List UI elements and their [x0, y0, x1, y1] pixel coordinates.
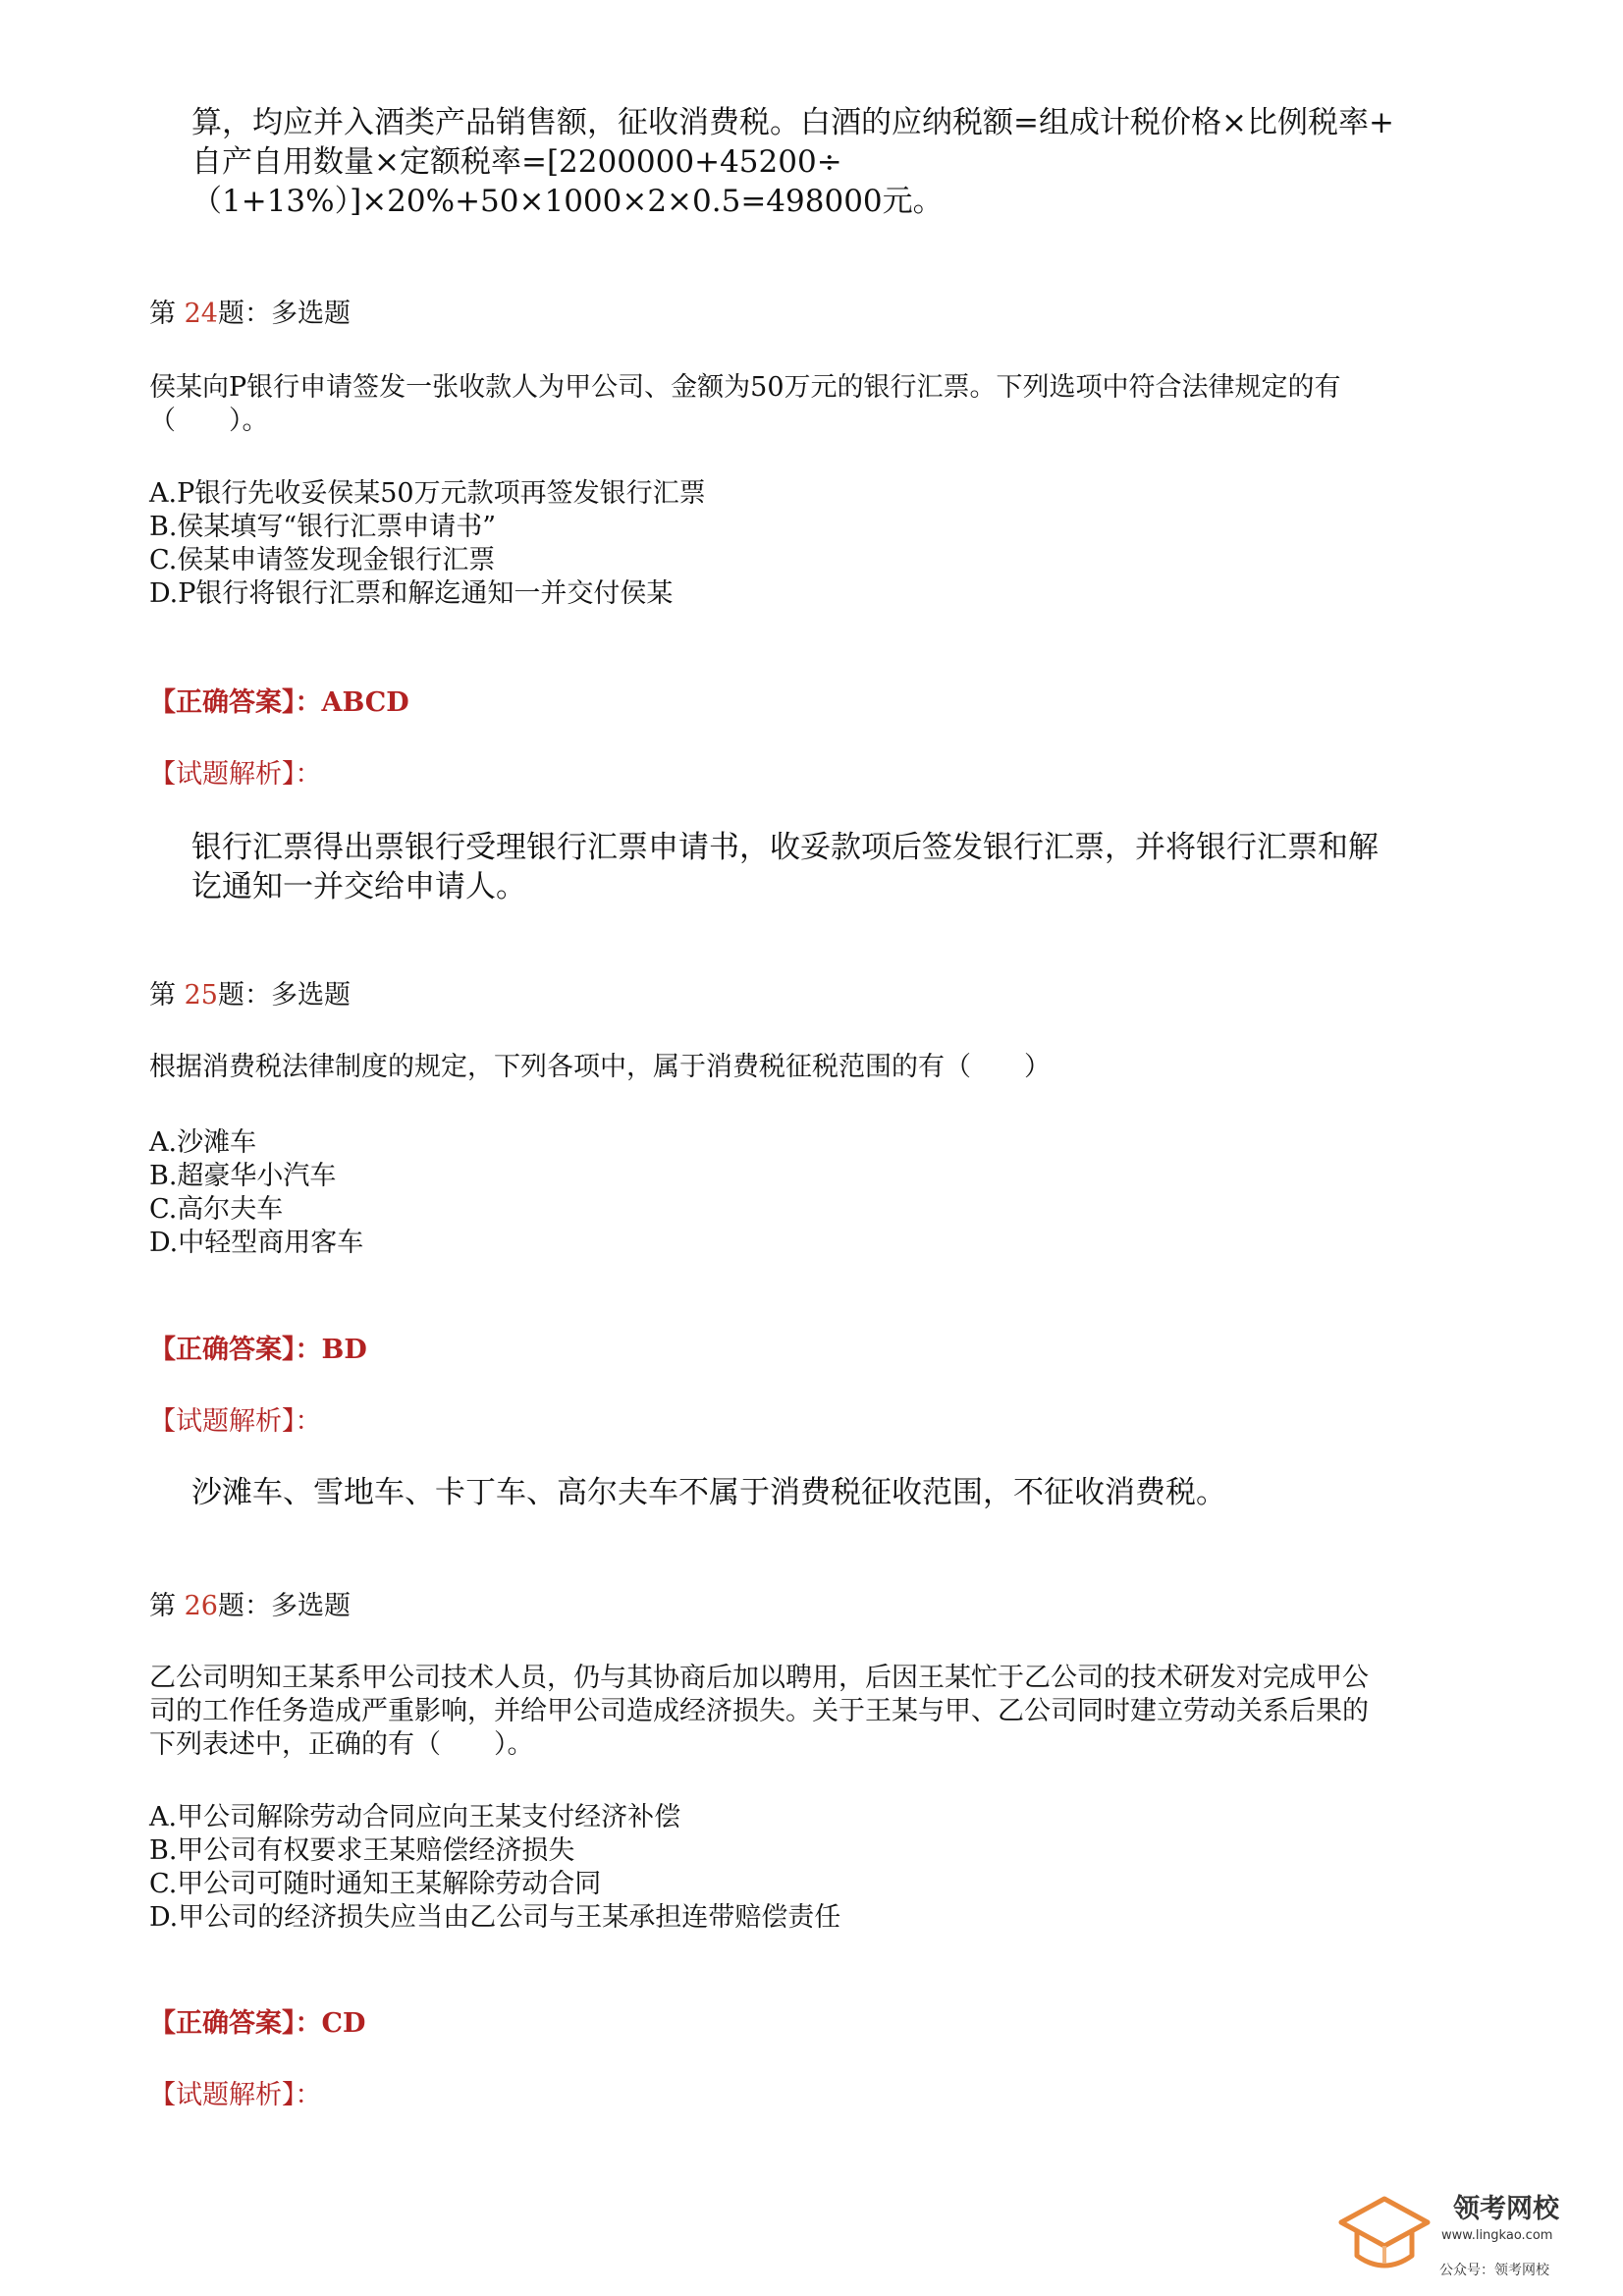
option-a: A.沙滩车 [149, 1127, 257, 1158]
stem-line: 乙公司明知王某系甲公司技术人员，仍与其协商后加以聘用，后因王某忙于乙公司的技术研发对完成甲公 [149, 1663, 1369, 1693]
answer-label: 【正确答案】： [149, 2008, 322, 2039]
question-25-answer [149, 1333, 367, 1368]
question-prefix: 第 [149, 980, 176, 1011]
question-26-options [149, 1801, 1327, 1935]
option-c: C.高尔夫车 [149, 1194, 284, 1225]
answer-value: BD [321, 1335, 367, 1365]
question-26-analysis-label: 【试题解析】： [149, 2080, 322, 2110]
option-c: C.甲公司可随时通知王某解除劳动合同 [149, 1869, 602, 1899]
question-type: 题：多选题 [217, 980, 351, 1011]
carryover-line-1: 算，均应并入酒类产品销售额，征收消费税。白酒的应纳税额=组成计税价格×比例税率+ [191, 105, 1394, 140]
analysis-line: 沙滩车、雪地车、卡丁车、高尔夫车不属于消费税征收范围，不征收消费税。 [191, 1475, 1226, 1510]
option-a: A.甲公司解除劳动合同应向王某支付经济补偿 [149, 1802, 681, 1832]
question-26-answer [149, 2006, 365, 2042]
option-b: B.超豪华小汽车 [149, 1161, 337, 1191]
option-d: D.甲公司的经济损失应当由乙公司与王某承担连带赔偿责任 [149, 1902, 841, 1933]
stem-line: （ ）。 [149, 406, 269, 436]
carryover-explanation [191, 103, 1488, 221]
question-type: 题：多选题 [217, 1591, 351, 1621]
carryover-line-2: 自产自用数量×定额税率=[2200000+45200÷（1+13%）]×20%+50×1000×2×0.5=498000元。 [191, 144, 944, 219]
question-25-header [149, 978, 351, 1013]
question-number: 25 [184, 980, 218, 1011]
stem-line: 根据消费税法律制度的规定，下列各项中，属于消费税征税范围的有（ ） [149, 1052, 1051, 1082]
question-24-header [149, 297, 351, 332]
question-number: 24 [184, 299, 218, 329]
question-prefix: 第 [149, 299, 176, 329]
brand-logo [1335, 2185, 1591, 2283]
stem-line: 司的工作任务造成严重影响，并给甲公司造成经济损失。关于王某与甲、乙公司同时建立劳动关系后果的 [149, 1696, 1369, 1726]
question-26-stem [149, 1662, 1485, 1762]
option-b: B.侯某填写“银行汇票申请书” [149, 512, 497, 542]
option-c: C.侯某申请签发现金银行汇票 [149, 545, 496, 575]
question-25-options [149, 1126, 1327, 1260]
option-a: A.P银行先收妥侯某50万元款项再签发银行汇票 [149, 478, 706, 509]
question-24-analysis-label: 【试题解析】： [149, 759, 322, 790]
option-d: D.P银行将银行汇票和解迄通知一并交付侯某 [149, 578, 674, 609]
question-prefix: 第 [149, 1591, 176, 1621]
brand-wechat: 公众号：领考网校 [1439, 2263, 1549, 2278]
option-b: B.甲公司有权要求王某赔偿经济损失 [149, 1835, 575, 1866]
stem-line: 侯某向P银行申请签发一张收款人为甲公司、金额为50万元的银行汇票。下列选项中符合法律规定的有 [149, 372, 1341, 403]
answer-value: ABCD [321, 687, 409, 718]
brand-name: 领考网校 [1453, 2194, 1559, 2224]
question-type: 题：多选题 [217, 299, 351, 329]
question-25-analysis [191, 1473, 1488, 1512]
analysis-line: 讫通知一并交给申请人。 [191, 869, 526, 904]
stem-line: 下列表述中，正确的有（ ）。 [149, 1729, 534, 1760]
brand-url: www.lingkao.com [1441, 2228, 1553, 2243]
answer-value: CD [321, 2008, 366, 2039]
answer-label: 【正确答案】： [149, 687, 322, 718]
question-26-header [149, 1589, 351, 1624]
question-25-analysis-label: 【试题解析】： [149, 1406, 322, 1437]
option-d: D.中轻型商用客车 [149, 1228, 364, 1258]
question-24-options [149, 477, 1327, 611]
answer-label: 【正确答案】： [149, 1335, 322, 1365]
question-24-analysis [191, 828, 1488, 906]
graduation-cap-icon [1335, 2185, 1434, 2283]
analysis-line: 银行汇票得出票银行受理银行汇票申请书，收妥款项后签发银行汇票，并将银行汇票和解 [191, 830, 1379, 865]
question-25-stem [149, 1051, 1485, 1084]
question-number: 26 [184, 1591, 218, 1621]
question-24-answer [149, 685, 409, 721]
question-24-stem [149, 371, 1485, 438]
